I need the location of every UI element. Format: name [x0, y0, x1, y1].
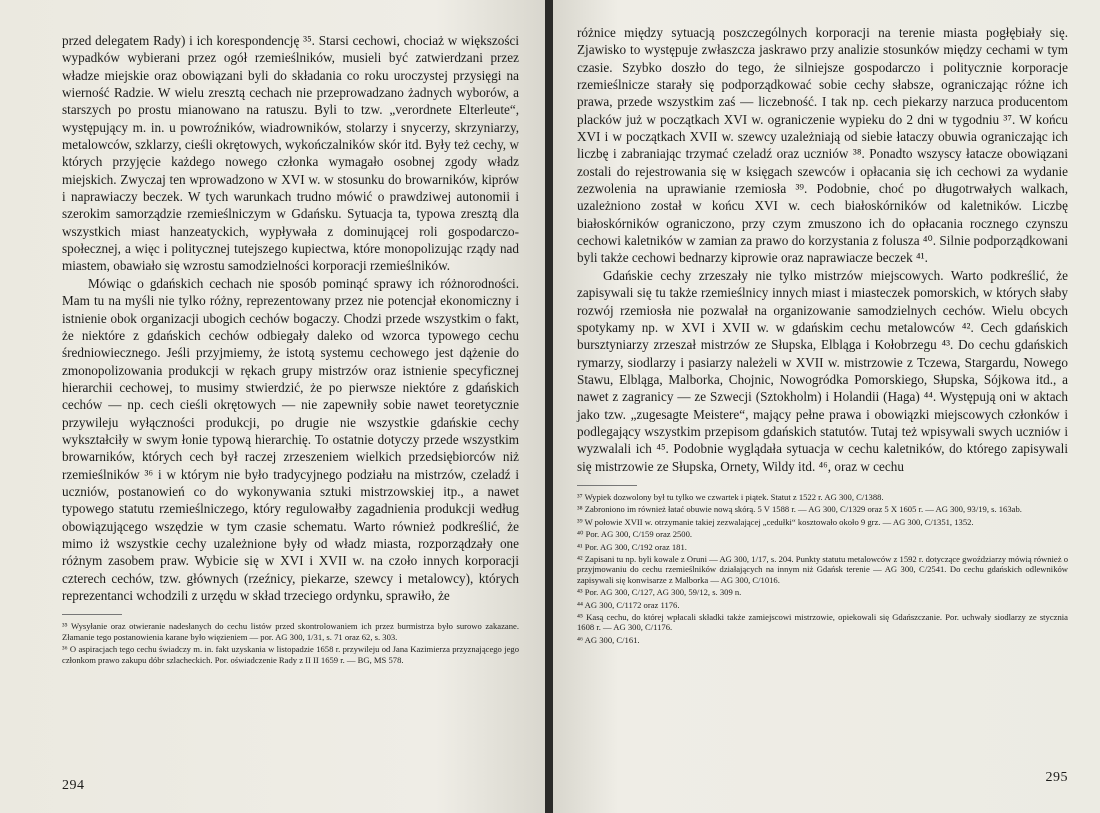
- footnote: ⁴³ Por. AG 300, C/127, AG 300, 59/12, s. 309 n.: [577, 587, 742, 598]
- footnote: ⁴⁰ Por. AG 300, C/159 oraz 2500.: [577, 529, 693, 540]
- footnote: ⁴⁶ AG 300, C/161.: [577, 634, 640, 645]
- footnote-rule: [62, 614, 122, 615]
- right-footnotes: [577, 492, 1068, 645]
- left-body-text: [62, 32, 519, 604]
- left-page: [0, 0, 545, 813]
- right-page: [553, 0, 1100, 813]
- footnote: ³⁹ W połowie XVII w. otrzymanie takiej zezwalającej „cedułki“ kosztowało około 9 grz. — AG 300, C/1351, 1352.: [577, 516, 974, 527]
- right-body-text: [577, 24, 1068, 475]
- footnote: ⁴⁴ AG 300, C/1172 oraz 1176.: [577, 599, 680, 610]
- footnote: ⁴¹ Por. AG 300, C/192 oraz 181.: [577, 541, 687, 552]
- footnote: ³⁸ Zabroniono im również łatać obuwie nową skórą. 5 V 1588 r. — AG 300, C/1329 oraz 5 X 1605 r. — AG 300, 93/19, s. 163ab.: [577, 504, 1022, 515]
- right-paragraph-2: Gdańskie cechy zrzeszały nie tylko mistrzów miejscowych. Warto podkreślić, że zapisywali się tu także rzemieślnicy innych miast i miasteczek pomorskich, w których słaby rozwój rzemiosła nie pozwalał na organizowanie samodzielnych cechów. Wielu obcych spotykamy np. w XVI i XVII w. w gdańskim cechu metalowców ⁴². Cech gdańskich bursztyniarzy zrzeszał mistrzów ze Słupska, Elbląga i Kołobrzegu ⁴³. Do cechu gdańskich rymarzy, siodlarzy i pasiarzy należeli w XVII w. mistrzowie z Tczewa, Stargardu, Nowego Stawu, Elbląga, Malborka, Chojnic, Nowogródka Pomorskiego, Słupska, Sójkowa itd., a nawet z zagranicy — ze Szwecji (Sztokholm) i Holandii (Haga) ⁴⁴. Występują oni w aktach jako tzw. „zugesagte Meistere“, mający pełne prawa i obowiązki miejscowych członków i podlegający wszystkim przepisom gdańskich statutów. Tutaj też wpisywali swych uczniów i wyzwalali ich ⁴⁵. Podobnie wyglądała sytuacja w cechu kaletników, do którego zapisywali się mistrzowie ze Słupska, Ornety, Wildy itd. ⁴⁶, oraz w cechu: [577, 267, 1068, 474]
- book-gutter: [545, 0, 553, 813]
- page-number: 295: [1045, 770, 1068, 785]
- footnote: ³⁶ O aspiracjach tego cechu świadczy m. in. fakt uzyskania w listopadzie 1658 r. przywileju od Jana Kazimierza przyznającego jego członkom prawo zakupu dóbr szlacheckich. Por. oświadczenie Rady z II II 1659 r. — BG, MS 578.: [62, 644, 519, 665]
- footnote: ⁴² Zapisani tu np. byli kowale z Oruni — AG 300, 1/17, s. 204. Punkty statutu metalowców z 1592 r. dotyczące gwoździarzy mówią również o przyjmowaniu do cechu rzemieślników działających na innym niż Gdańsk terenie — AG 300, C/2541. Do cechu gdańskich odlewników zapisywali się konwisarze z Malborka — AG 300, C/1016.: [577, 553, 1068, 585]
- left-paragraph-1: przed delegatem Rady) i ich korespondencję ³⁵. Starsi cechowi, chociaż w większości wypadków wybierani przez ogół rzemieślników, musieli być zatwierdzani przez władze miejskie oraz obowiązani byli do składania co roku uroczystej przysięgi na wierność Radzie. W wielu zresztą cechach nie przeprowadzano żadnych wyborów, a starszych po prostu mianowano na ratuszu. Byli to tzw. „verordnete Elterleute“, występujący m. in. u powroźników, wiadrowników, stolarzy i snycerzy, skrzyniarzy, metalowców, szklarzy, cieśli okrętowych, wykończalników skór itd. Były też cechy, w których przyjęcie każdego nowego członka wymagało osobnej zgody władz miejskich. Zwyczaj ten wprowadzono w XVI w. w stosunku do browarników, kiprów i naprawiaczy beczek. W tych warunkach trudno mówić o prawdziwej autonomii i szerokim samorządzie rzemieślniczym w Gdańsku. Sytuacja ta, typowa zresztą dla wszystkich miast hanzeatyckich, wypływała z dominującej roli gospodarczo-społecznej, a więc i politycznej tutejszego kupiectwa, które monopolizując rządy nad miastem, obawiało się wzrostu samodzielności korporacji rzemieślników.: [62, 33, 519, 274]
- footnote-rule: [577, 485, 637, 486]
- footnote: ³⁵ Wysyłanie oraz otwieranie nadesłanych do cechu listów przed skontrolowaniem ich przez burmistrza było surowo zakazane. Złamanie tego postanowienia karane było więzieniem — por. AG 300, 1/31, s. 71 oraz 62, s. 303.: [62, 621, 519, 642]
- left-paragraph-2: Mówiąc o gdańskich cechach nie sposób pominąć sprawy ich różnorodności. Mam tu na myśli nie tylko różny, reprezentowany przez nie potencjał ekonomiczny i istnienie obok organizacji ubogich cechów bogaczy. Chodzi przede wszystkim o fakt, że niektóre z gdańskich cechów odbiegały daleko od wzorca typowego cechu średniowiecznego. Jeśli przyjmiemy, że istotą systemu cechowego jest dążenie do zmonopolizowania produkcji w rękach grupy mistrzów oraz istnienie specyficznej hierarchii cechowej, to musimy stwierdzić, że po pierwsze niektóre z gdańskich cechów — np. cech cieśli okrętowych — nie zapewniły sobie nawet teoretycznie przywileju wyłączności produkcji, po drugie nie wszystkie gdańskie cechy wykształciły w swym łonie typową hierarchię. To ostatnie dotyczy przede wszystkim browarników, których cech był raczej zrzeszeniem wielkich przedsiębiorców niż rzemieślników ³⁶ i w którym nie było tradycyjnego podziału na mistrzów, czeladź i uczniów, postanowień co do wykonywania sztuki mistrzowskiej itp., a nawet typowego statutu rzemieślniczego, który regulowałby zagadnienia produkcji według obowiązującego wszędzie w tym czasie schematu. Warto również podkreślić, że mimo iż wszystkie cechy uzależnione były od władz miasta, rozporządzały one różnym zasobem praw. Wybicie się w XVI i XVII w. na czoło innych korporacji czterech cechów, tzw. głównych (rzeźnicy, piekarze, szewcy i metalowcy), których reprezentanci wchodzili z urzędu w skład trzeciego ordynku, sprawiło, że: [62, 275, 519, 603]
- footnote: ⁴⁵ Kasą cechu, do której wpłacali składki także zamiejscowi mistrzowie, opiekowali się Gdańszczanie. Por. uchwały siodlarzy ze stycznia 1608 r. — AG 300, C/1176.: [577, 612, 1068, 633]
- left-footnotes: [62, 621, 519, 665]
- footnote: ³⁷ Wypiek dozwolony był tu tylko we czwartek i piątek. Statut z 1522 r. AG 300, C/1388.: [577, 491, 884, 502]
- right-paragraph-1: różnice między sytuacją poszczególnych korporacji na terenie miasta pogłębiały się. Zjawisko to występuje zwłaszcza jaskrawo przy analizie stosunków między cechami w tym czasie. Szybko doszło do tego, że silniejsze gospodarczo i politycznie korporacje rzemieślnicze starały się podporządkować sobie cechy słabsze, ograniczając różne ich prawa, przede wszystkim zaś — liczebność. I tak np. cech piekarzy narzuca producentom placków już w początkach XVI w. ograniczenie wypieku do 2 dni w tygodniu ³⁷. W końcu XVI i w początkach XVII w. szewcy uzależniają od siebie łataczy obuwia ograniczając ich liczbę i zabraniając trzymać czeladź oraz uczniów ³⁸. Ponadto wszyscy łatacze obowiązani zostali do rejestrowania się w księgach szewców i opłacania się ich cechowi za wydanie zezwolenia na uprawianie rzemiosła ³⁹. Podobnie, choć po długotrwałych walkach, uzależniono został w końcu XVI w. cech białoskórników od kaletników. Liczbę białoskórników ograniczono, przy czym zmuszono ich do opłacania rocznego czynszu cechowi kaletników w zamian za prawo do korzystania z folusza ⁴⁰. Silnie podporządkowani byli także cechowi bednarzy kiprowie oraz naprawiacze beczek ⁴¹.: [577, 25, 1068, 266]
- page-number: 294: [62, 778, 85, 793]
